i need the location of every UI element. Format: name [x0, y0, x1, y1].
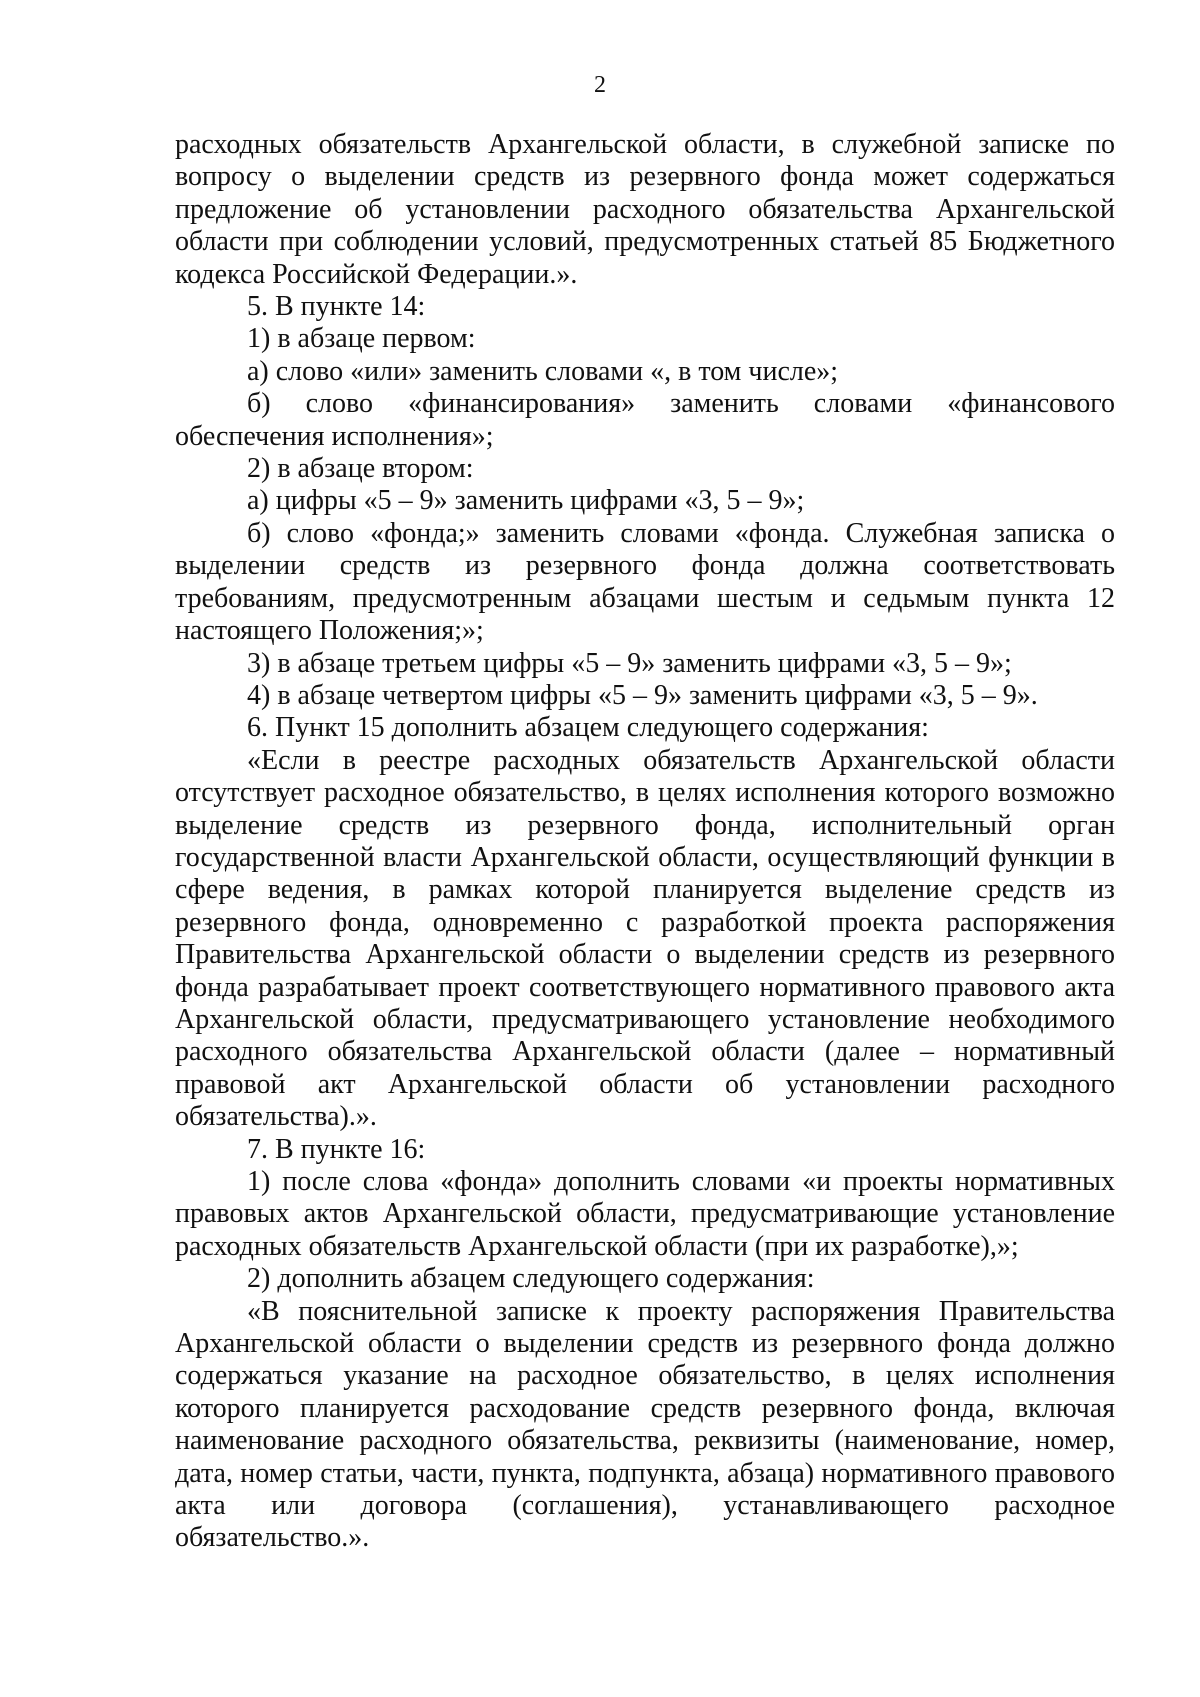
page-number: 2 [594, 72, 606, 98]
paragraph-quote: «В пояснительной записке к проекту распоряжения Правительства Архангельской области о выделении средств из резервного фонда должно содержаться указание на расходное обязательство, в целях исполнения которого планируется расходование средств резервного фонда, включая наименование расходного обязательства, реквизиты (наименование, номер, дата, номер статьи, части, пункта, подпункта, абзаца) нормативного правового акта или договора (соглашения), устанавливающего расходное обязательство.». [175, 1295, 1115, 1554]
paragraph-subitem: 1) в абзаце первом: [247, 323, 476, 355]
paragraph-subitem: 2) дополнить абзацем следующего содержания: [247, 1263, 815, 1295]
paragraph-item-5: 5. В пункте 14: [247, 291, 426, 323]
paragraph-subitem: 2) в абзаце втором: [247, 453, 474, 485]
paragraph-item-6: 6. Пункт 15 дополнить абзацем следующего содержания: [247, 712, 929, 744]
paragraph-subitem: б) слово «фонда;» заменить словами «фонда. Служебная записка о выделении средств из резервного фонда должна соответствовать требованиям, предусмотренным абзацами шестым и седьмым пункта 12 настоящего Положения;»; [175, 517, 1115, 647]
paragraph-subitem: б) слово «финансирования» заменить словами «финансового обеспечения исполнения»; [175, 388, 1115, 452]
paragraph-subitem: а) слово «или» заменить словами «, в том числе»; [247, 355, 839, 387]
paragraph-quote: «Если в реестре расходных обязательств Архангельской области отсутствует расходное обязательство, в целях исполнения которого возможно выделение средств из резервного фонда, исполнительный орган государственной власти Архангельской области, осуществляющий функции в сфере ведения, в рамках которой планируется выделение средств из резервного фонда, одновременно с разработкой проекта распоряжения Правительства Архангельской области о выделении средств из резервного фонда разрабатывает проект соответствующего нормативного правового акта Архангельской области, предусматривающего установление необходимого расходного обязательства Архангельской области (далее – нормативный правовой акт Архангельской области об установлении расходного обязательства).». [175, 744, 1115, 1133]
document-body [175, 129, 1115, 1555]
paragraph-subitem: 3) в абзаце третьем цифры «5 – 9» заменить цифрами «3, 5 – 9»; [247, 647, 1012, 679]
paragraph-subitem: 4) в абзаце четвертом цифры «5 – 9» заменить цифрами «3, 5 – 9». [247, 679, 1038, 711]
paragraph-item-7: 7. В пункте 16: [247, 1133, 426, 1165]
paragraph-subitem: а) цифры «5 – 9» заменить цифрами «3, 5 – 9»; [247, 485, 805, 517]
paragraph-continuation: расходных обязательств Архангельской области, в служебной записке по вопросу о выделении средств из резервного фонда может содержаться предложение об установлении расходного обязательства Архангельской области при соблюдении условий, предусмотренных статьей 85 Бюджетного кодекса Российской Федерации.». [175, 129, 1115, 290]
paragraph-subitem: 1) после слова «фонда» дополнить словами «и проекты нормативных правовых актов Архангельской области, предусматривающие установление расходных обязательств Архангельской области (при их разработке),»; [175, 1166, 1115, 1262]
